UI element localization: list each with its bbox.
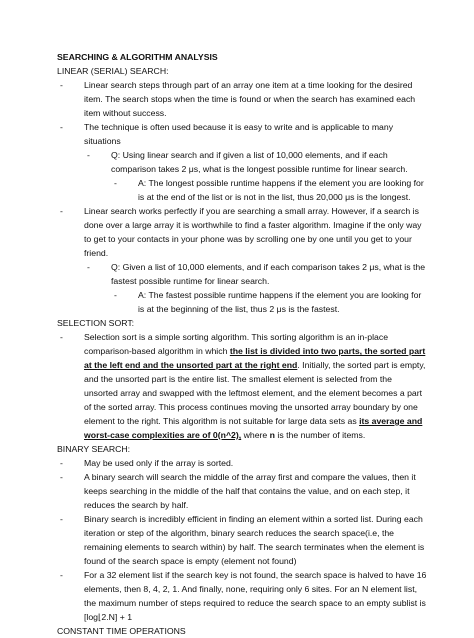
bullet-dash: - (60, 206, 63, 216)
binary-bullet-2 (57, 470, 428, 512)
linear-answer-1 (57, 176, 428, 204)
binary-bullet-3 (57, 512, 428, 568)
bullet-dash: - (60, 570, 63, 580)
linear-question-2-text: Q: Given a list of 10,000 elements, and if each comparison takes 2 μs, what is the fastest possible runtime for linear search. (111, 262, 426, 286)
bullet-dash: - (60, 332, 63, 342)
selection-emphasis-1: the list is divided into two parts, the sorted part at the left end and the unsorted part at the right end (84, 346, 426, 370)
selection-bullet-1 (57, 330, 428, 442)
bullet-dash: - (60, 80, 63, 90)
binary-bullet-2-text: A binary search will search the middle of the array first and compare the values, then it keeps searching in the middle of the half that contains the value, and on each step, it reduces the search by half. (84, 472, 416, 510)
bullet-dash: - (60, 472, 63, 482)
bullet-dash: - (114, 290, 117, 300)
linear-bullet-2-text: The technique is often used because it is easy to write and is applicable to many situations (84, 122, 394, 146)
linear-question-2 (57, 260, 428, 288)
bullet-dash: - (60, 514, 63, 524)
bullet-dash: - (87, 150, 90, 160)
selection-emphasis-2: its average and worst-case complexities are of 0(n^2), (84, 416, 423, 440)
selection-text-4: is the number of items. (274, 430, 366, 440)
linear-question-1-text: Q: Using linear search and if given a list of 10,000 elements, and if each comparison takes 2 μs, what is the longest possible runtime for linear search. (111, 150, 408, 174)
binary-bullet-3-text: Binary search is incredibly efficient in finding an element within a sorted list. During each iteration or step of the algorithm, binary search reduces the search space(i.e, the remaining elements to search within) by half. The search terminates when the element is found of the search space is empty (element not found) (84, 514, 425, 566)
binary-search-heading: BINARY SEARCH: (57, 444, 131, 454)
selection-text-3: where (241, 430, 270, 440)
bullet-dash: - (114, 178, 117, 188)
linear-answer-1-text: A: The longest possible runtime happens if the element you are looking for is at the end of the list or is not in the list, thus 20,000 μs is the longest. (138, 178, 424, 202)
linear-question-1 (57, 148, 428, 176)
linear-bullet-3-text: Linear search works perfectly if you are searching a small array. However, if a search is done over a large array it is worthwhile to find a faster algorithm. Imagine if the only way to get to your contacts in your phone was by scrolling one by one until you get to your friend. (84, 206, 422, 258)
binary-bullet-1 (57, 456, 428, 470)
binary-bullet-4-text: For a 32 element list if the search key is not found, the search space is halved to have 16 elements, then 8, 4, 2, 1. And finally, none, requiring only 6 sites. For an N element list, the maximum number of steps required to reduce the search space to an empty sublist is [log⌊2.N] + 1 (84, 570, 427, 622)
linear-search-heading: LINEAR (SERIAL) SEARCH: (57, 66, 169, 76)
linear-bullet-1 (57, 78, 428, 120)
selection-text-2: . Initially, the sorted part is empty, and the unsorted part is the entire list. The smallest element is selected from the unsorted array and swapped with the leftmost element, and the element becomes a part of the sorted array. This process continues moving the unsorted array boundary by one element to the right. This algorithm is not suitable for large data sets as (84, 360, 426, 426)
bullet-dash: - (60, 122, 63, 132)
linear-answer-2-text: A: The fastest possible runtime happens if the element you are looking for is at the beginning of the list, thus 2 μs is the fastest. (138, 290, 422, 314)
bullet-dash: - (60, 458, 63, 468)
document-title: SEARCHING & ALGORITHM ANALYSIS (57, 52, 218, 62)
linear-answer-2 (57, 288, 428, 316)
binary-bullet-1-text: May be used only if the array is sorted. (84, 458, 234, 468)
linear-bullet-2 (57, 120, 428, 148)
binary-bullet-4 (57, 568, 428, 624)
linear-bullet-3 (57, 204, 428, 260)
constant-time-heading: CONSTANT TIME OPERATIONS (57, 626, 186, 636)
bullet-dash: - (87, 262, 90, 272)
linear-bullet-1-text: Linear search steps through part of an array one item at a time looking for the desired item. The search stops when the time is found or when the search has examined each item without success. (84, 80, 416, 118)
selection-text-1: Selection sort is a simple sorting algorithm. This sorting algorithm is an in-place comparison-based algorithm in which (84, 332, 389, 356)
selection-n: n (269, 430, 275, 440)
selection-sort-heading: SELECTION SORT: (57, 318, 135, 328)
